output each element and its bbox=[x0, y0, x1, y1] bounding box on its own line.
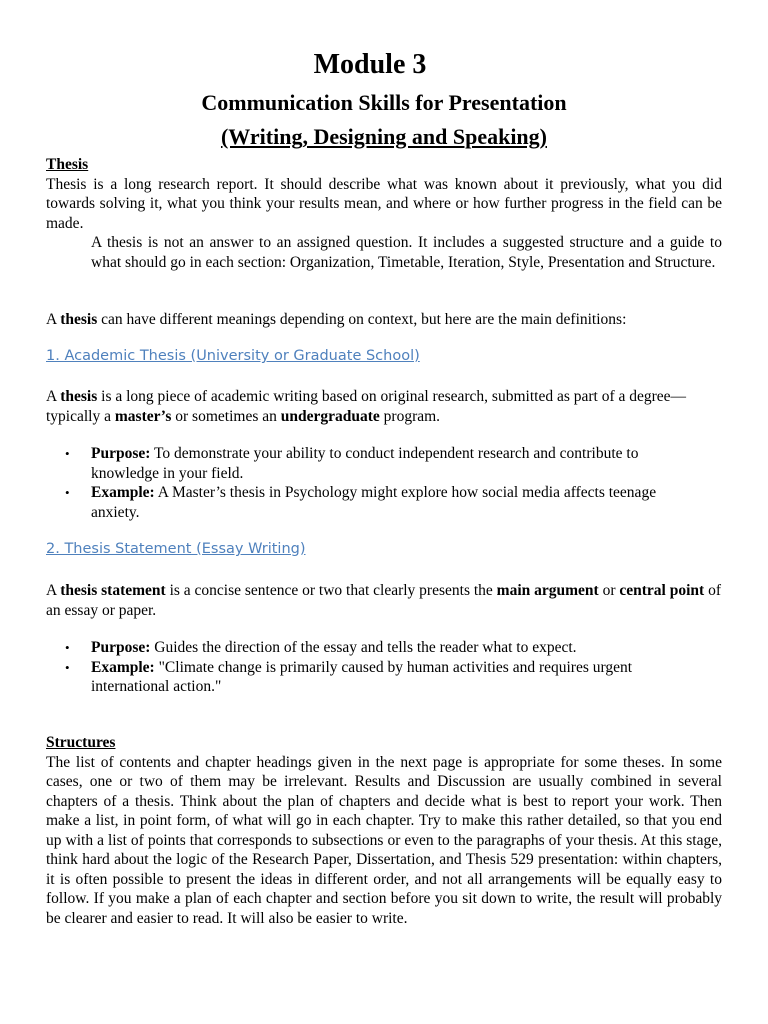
bold-run: main argument bbox=[496, 582, 599, 599]
bold-run: thesis statement bbox=[60, 582, 166, 599]
list-item bbox=[46, 444, 671, 483]
structures-section bbox=[46, 733, 722, 928]
list-item bbox=[46, 658, 671, 697]
bullet-text: Guides the direction of the essay and tells the reader what to expect. bbox=[150, 639, 577, 656]
bullet-text: "Climate change is primarily caused by human activities and requires urgent international action." bbox=[91, 658, 633, 695]
thesis-section bbox=[46, 155, 722, 233]
list-item bbox=[46, 483, 671, 522]
text-run: program. bbox=[379, 407, 441, 425]
academic-thesis-paragraph bbox=[46, 387, 722, 426]
bold-run: thesis bbox=[60, 388, 98, 405]
bullet-icon: • bbox=[65, 659, 70, 675]
thesis-indented-paragraph: A thesis is not an answer to an assigned question. It includes a suggested structure and a guide to what should go in each section: Organization, Timetable, Iteration, Style, Presentation and Structure. bbox=[91, 234, 722, 271]
text-run: is a long piece of academic writing based on original research, submitted as part of a degree—typically a bbox=[46, 388, 687, 425]
text-run: A bbox=[46, 582, 61, 599]
bullet-text: A Master’s thesis in Psychology might explore how social media affects teenage anxiety. bbox=[91, 484, 657, 521]
structures-heading: Structures bbox=[46, 734, 116, 751]
text-run: or bbox=[598, 582, 620, 599]
bullet-label: Example: bbox=[91, 658, 155, 676]
bold-run: master’s bbox=[114, 407, 172, 425]
module-subtitle: Communication Skills for Presentation bbox=[201, 90, 567, 115]
thesis-heading: Thesis bbox=[46, 156, 89, 173]
bold-run: central point bbox=[619, 582, 705, 599]
text-run: or sometimes an bbox=[171, 407, 281, 425]
module-subtitle-parenthetical: (Writing, Designing and Speaking) bbox=[220, 124, 547, 149]
text-run: is a concise sentence or two that clearly presents the bbox=[165, 582, 497, 599]
bold-run: undergraduate bbox=[280, 407, 380, 425]
intro-bold: thesis bbox=[60, 311, 98, 328]
academic-thesis-heading[interactable]: 1. Academic Thesis (University or Graduate School) bbox=[46, 348, 420, 364]
bullet-label: Example: bbox=[91, 484, 155, 501]
text-run: of an essay or paper. bbox=[46, 582, 721, 619]
bullet-icon: • bbox=[65, 446, 70, 461]
intro-text-rest: can have different meanings depending on context, but here are the main definitions: bbox=[97, 311, 627, 328]
module-title: Module 3 bbox=[313, 49, 427, 80]
bullet-icon: • bbox=[65, 485, 70, 500]
thesis-statement-paragraph bbox=[46, 581, 722, 620]
structures-paragraph: The list of contents and chapter headings given in the next page is appropriate for some theses. In some cases, one or two of them may be irrelevant. Results and Discussion are usually combined in several chapters of a thesis. Think about the plan of chapters and decide what is best to report your work. Then make a list, in point form, of what will go in each chapter. Try to make this rather detailed, so that you end up with a list of points that corresponds to subsections or even to the paragraphs of your thesis. At this stage, think hard about the logic of the Research Paper, Dissertation, and Thesis 529 presentation: within chapters, it is often possible to present the ideas in different order, and not all arrangements will be equally easy to follow. If you make a plan of each chapter and section before you sit down to write, the result will probably be clearer and easier to read. It will also be easier to write. bbox=[46, 753, 722, 927]
bullet-text: To demonstrate your ability to conduct independent research and contribute to knowledge in your field. bbox=[91, 445, 639, 482]
academic-bullet-list bbox=[46, 444, 722, 522]
bullet-icon: • bbox=[65, 640, 70, 655]
intro-text: A bbox=[46, 311, 61, 328]
list-item bbox=[46, 638, 671, 658]
bullet-label: Purpose: bbox=[91, 639, 151, 656]
bullet-label: Purpose: bbox=[91, 445, 151, 462]
thesis-definitions-intro bbox=[46, 310, 722, 330]
thesis-statement-heading[interactable]: 2. Thesis Statement (Essay Writing) bbox=[46, 541, 306, 557]
statement-bullet-list bbox=[46, 638, 722, 697]
thesis-paragraph: Thesis is a long research report. It should describe what was known about it previously, what you did towards solving it, what you think your results mean, and where or how further progress in the field can be made. bbox=[46, 175, 722, 232]
text-run: A bbox=[46, 388, 61, 405]
